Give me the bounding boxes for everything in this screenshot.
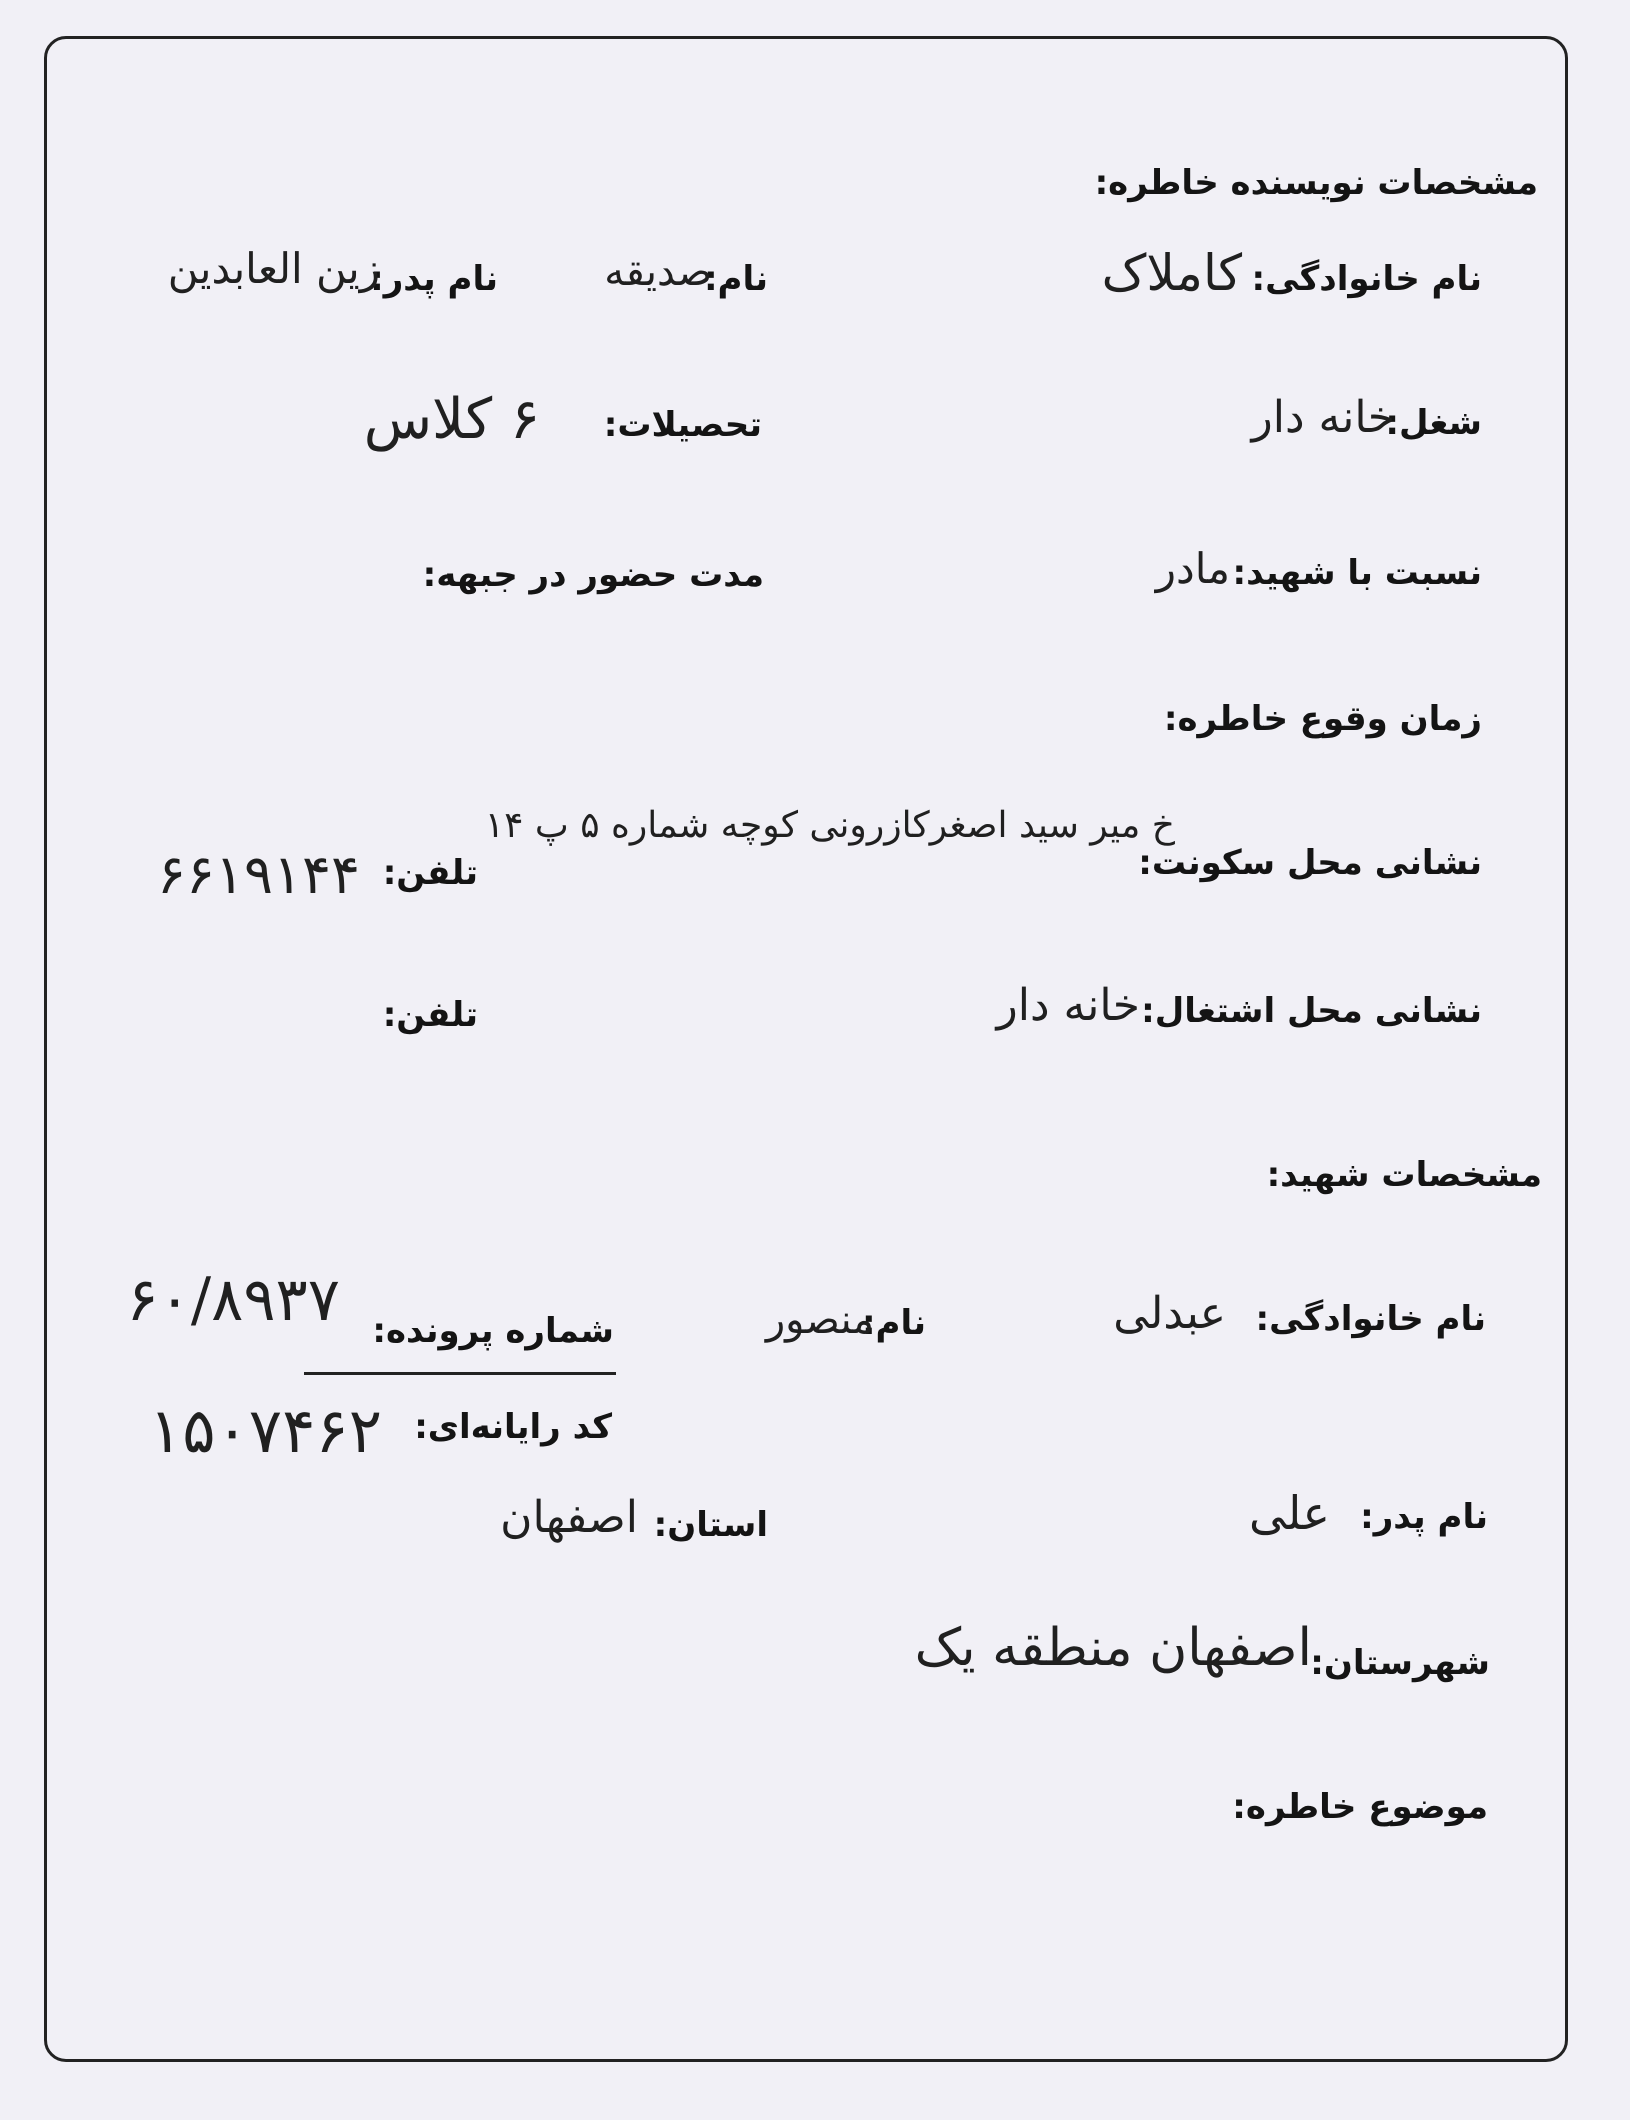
writer-family-name-value: کاملاک: [1101, 244, 1242, 302]
martyr-heading: مشخصات شهید:: [1266, 1155, 1542, 1195]
file-number-underline: [304, 1372, 616, 1375]
writer-work-phone-label: تلفن:: [382, 995, 478, 1035]
martyr-city-value: اصفهان منطقه یک: [914, 1618, 1312, 1678]
writer-relation-value: مادر: [1155, 544, 1230, 593]
writer-education-label: تحصیلات:: [603, 405, 762, 445]
writer-job-label: شغل:: [1385, 403, 1482, 443]
writer-home-phone-value: ۶۶۱۹۱۴۴: [156, 843, 360, 906]
writer-family-name-label: نام خانوادگی:: [1251, 259, 1482, 299]
martyr-first-name-value: منصور: [765, 1297, 874, 1343]
writer-front-duration-label: مدت حضور در جبهه:: [422, 555, 764, 595]
martyr-province-label: استان:: [653, 1505, 768, 1545]
martyr-father-name-value: علی: [1248, 1486, 1330, 1540]
martyr-family-name-value: عبدلی: [1113, 1288, 1226, 1339]
martyr-file-number-label: شماره پرونده:: [372, 1311, 614, 1351]
martyr-computer-code-value: ۱۵۰۷۴۶۲: [148, 1394, 382, 1467]
martyr-file-number-value: ۶۰/۸۹۳۷: [126, 1265, 340, 1335]
writer-relation-label: نسبت با شهید:: [1232, 553, 1482, 593]
writer-first-name-value: صدیقه: [604, 249, 712, 295]
writer-home-address-label: نشانی محل سکونت:: [1138, 843, 1482, 883]
writer-work-address-value: خانه دار: [996, 980, 1140, 1031]
writer-heading: مشخصات نویسنده خاطره:: [1094, 163, 1538, 203]
martyr-family-name-label: نام خانوادگی:: [1255, 1299, 1486, 1339]
martyr-first-name-label: نام:: [861, 1303, 926, 1343]
writer-memory-time-label: زمان وقوع خاطره:: [1163, 699, 1482, 739]
writer-first-name-label: نام:: [703, 259, 768, 299]
martyr-city-label: شهرستان:: [1310, 1643, 1490, 1683]
writer-education-value: ۶ کلاس: [363, 387, 540, 452]
writer-work-address-label: نشانی محل اشتغال:: [1141, 991, 1482, 1031]
writer-job-value: خانه دار: [1251, 392, 1395, 443]
writer-home-phone-label: تلفن:: [382, 853, 478, 893]
martyr-province-value: اصفهان: [500, 1492, 638, 1543]
form-border: [44, 36, 1568, 2062]
martyr-computer-code-label: کد رایانه‌ای:: [414, 1407, 612, 1447]
writer-home-address-value: خ میر سید اصغرکازرونی کوچه شماره ۵ پ ۱۴: [484, 805, 1175, 846]
martyr-memory-subject-label: موضوع خاطره:: [1232, 1787, 1488, 1827]
martyr-father-name-label: نام پدر:: [1360, 1497, 1488, 1537]
writer-father-name-label: نام پدر:: [370, 259, 498, 299]
writer-father-name-value: زین العابدین: [167, 244, 380, 293]
